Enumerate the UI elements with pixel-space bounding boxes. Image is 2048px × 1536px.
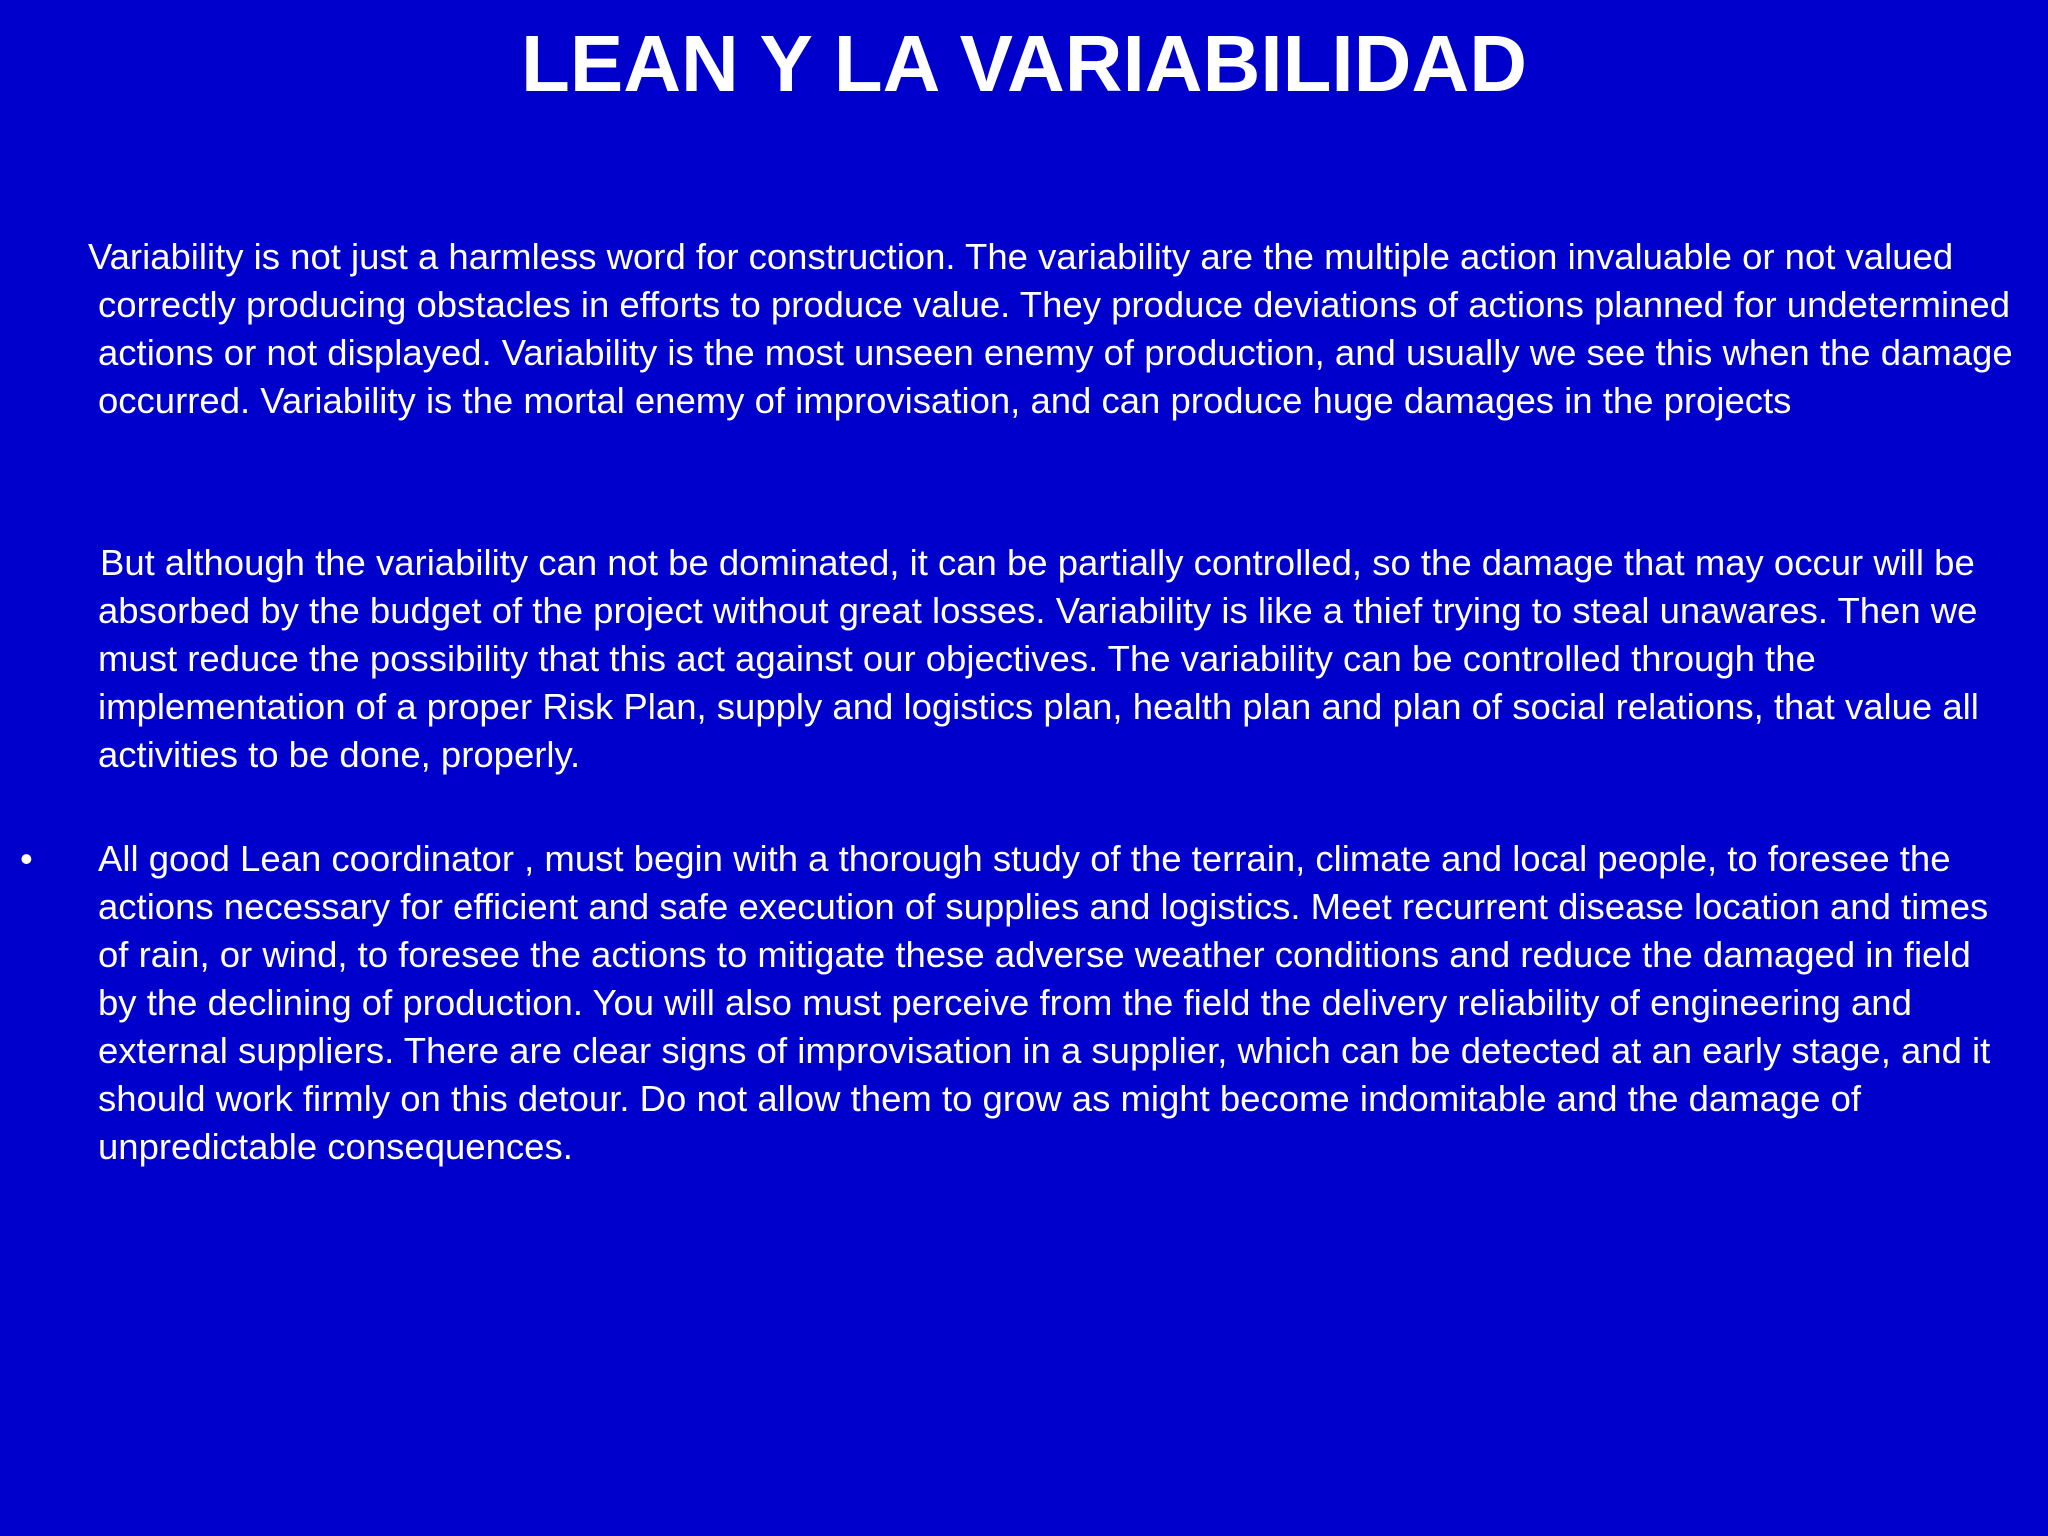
bullet-marker: • — [20, 838, 33, 879]
paragraph-variability-definition: Variability is not just a harmless word for construction. The variability are the multiple action invaluable or not valued correctly producing obstacles in efforts to produce value. They produce deviations of actions planned for undetermined actions or not displayed. Variability is the most unseen enemy of production, and usually we see this when the damage occurred. Variability is the mortal enemy of improvisation, and can produce huge damages in the projects — [88, 236, 2013, 421]
paragraph-lean-coordinator: All good Lean coordinator , must begin with a thorough study of the terrain, climate and local people, to foresee the actions necessary for efficient and safe execution of supplies and logistics. Meet recurrent disease location and times of rain, or wind, to foresee the actions to mitigate these adverse weather conditions and reduce the damaged in field by the declining of production. You will also must perceive from the field the delivery reliability of engineering and external suppliers. There are clear signs of improvisation in a supplier, which can be detected at an early stage, and it should work firmly on this detour. Do not allow them to grow as might become indomitable and the damage of unpredictable consequences. — [98, 838, 1991, 1167]
slide-title: LEAN Y LA VARIABILIDAD — [521, 19, 1527, 108]
paragraph-variability-control: But although the variability can not be dominated, it can be partially controlled, so the damage that may occur will be absorbed by the budget of the project without great losses. Variability is like a thief trying to steal unawares. Then we must reduce the possibility that this act against our objectives. The variability can be controlled through the implementation of a proper Risk Plan, supply and logistics plan, health plan and plan of social relations, that value all activities to be done, properly. — [98, 542, 1979, 775]
